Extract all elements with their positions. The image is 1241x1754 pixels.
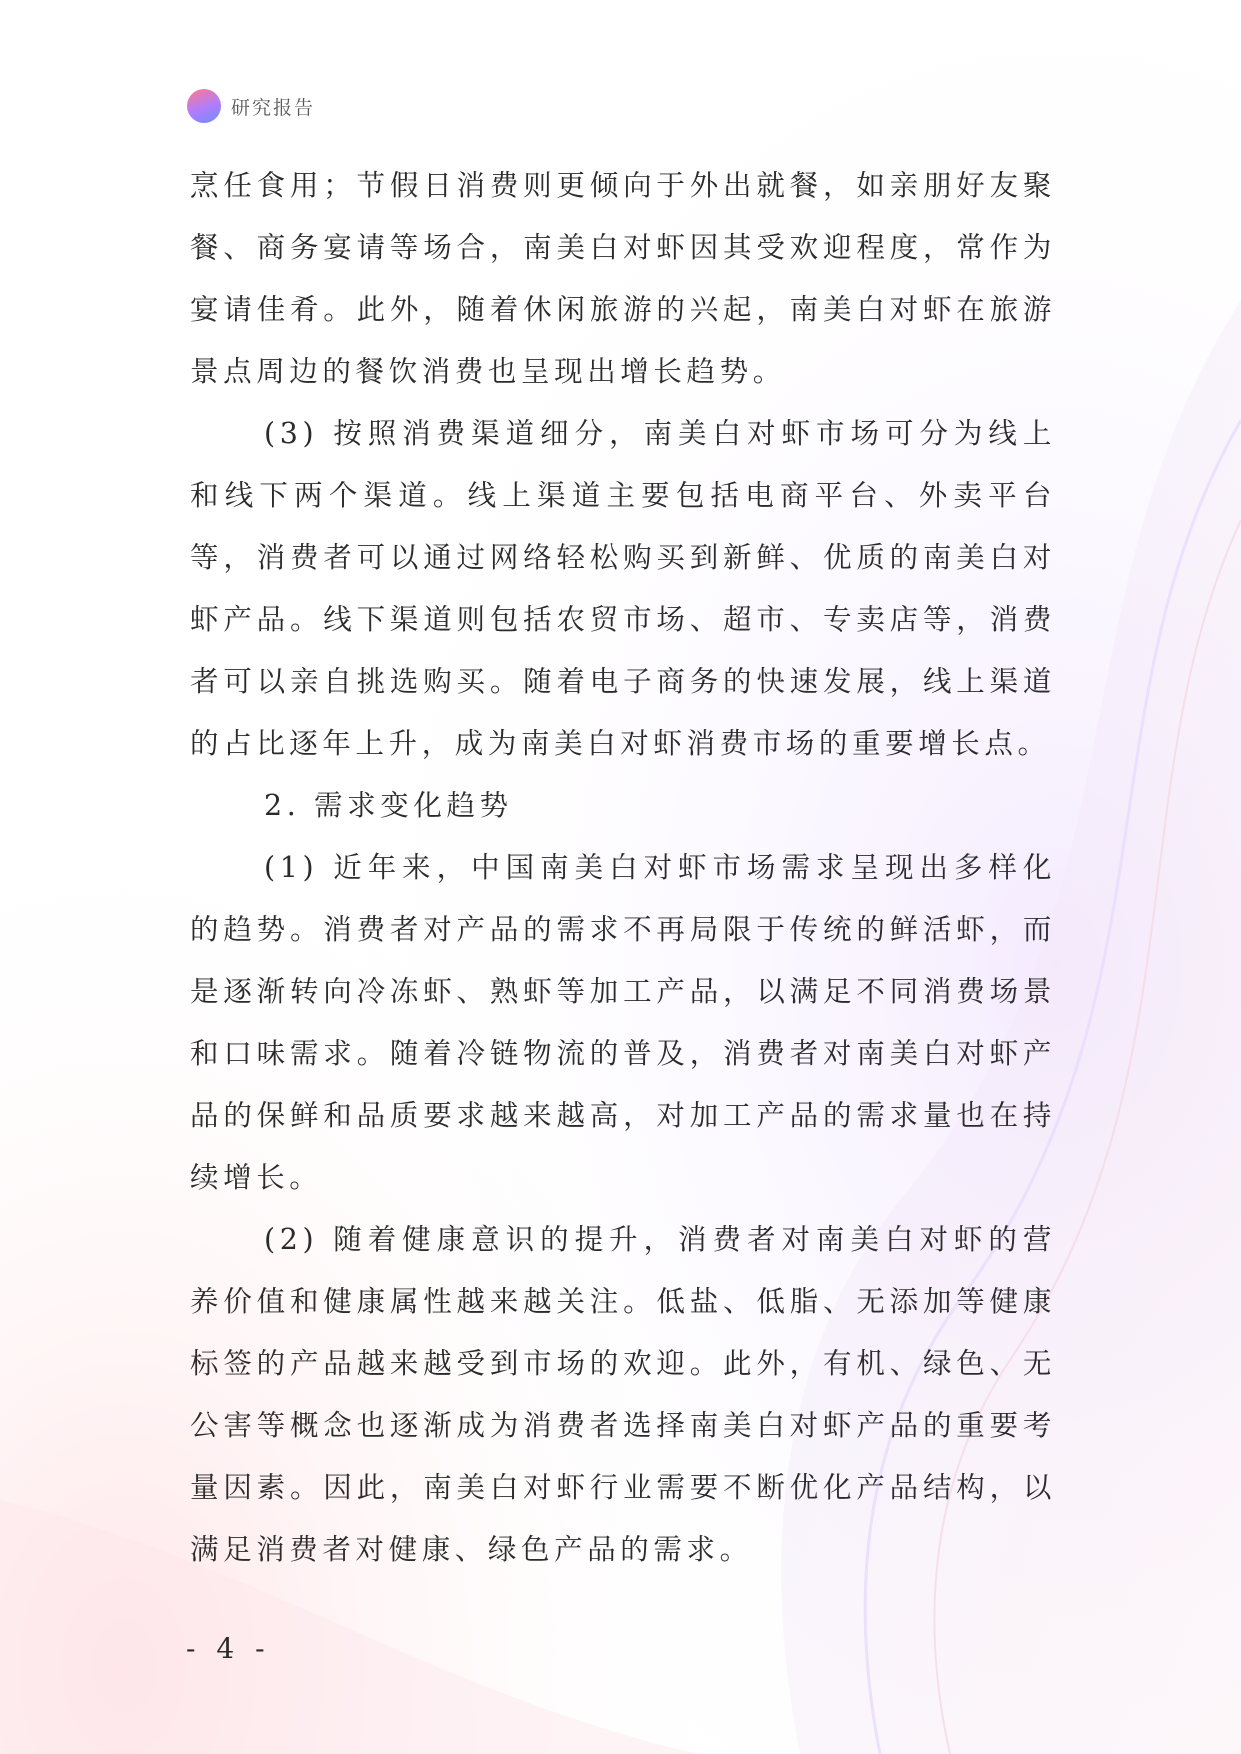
- paragraph-continuation: 烹任食用；节假日消费则更倾向于外出就餐，如亲朋好友聚餐、商务宴请等场合，南美白对虾因其受欢迎程度，常作为宴请佳肴。此外，随着休闲旅游的兴起，南美白对虾在旅游景点周边的餐饮消费也呈现出增长趋势。: [190, 169, 1056, 388]
- paragraph-health-awareness: (2) 随着健康意识的提升，消费者对南美白对虾的营养价值和健康属性越来越关注。低盐、低脂、无添加等健康标签的产品越来越受到市场的欢迎。此外，有机、绿色、无公害等概念也逐渐成为消费者选择南美白对虾产品的重要考量因素。因此，南美白对虾行业需要不断优化产品结构，以满足消费者对健康、绿色产品的需求。: [190, 1223, 1056, 1566]
- section-heading-demand-trends: 2. 需求变化趋势: [264, 789, 513, 822]
- document-body: [190, 155, 1056, 1581]
- page-number: - 4 -: [186, 1632, 271, 1665]
- paragraph-consumption-channels: (3) 按照消费渠道细分，南美白对虾市场可分为线上和线下两个渠道。线上渠道主要包括电商平台、外卖平台等，消费者可以通过网络轻松购买到新鲜、优质的南美白对虾产品。线下渠道则包括农贸市场、超市、专卖店等，消费者可以亲自挑选购买。随着电子商务的快速发展，线上渠道的占比逐年上升，成为南美白对虾消费市场的重要增长点。: [190, 417, 1056, 760]
- header-title: 研究报告: [231, 96, 316, 119]
- gradient-circle-logo-icon: [187, 89, 221, 123]
- paragraph-diversified-demand: (1) 近年来，中国南美白对虾市场需求呈现出多样化的趋势。消费者对产品的需求不再局限于传统的鲜活虾，而是逐渐转向冷冻虾、熟虾等加工产品，以满足不同消费场景和口味需求。随着冷链物流的普及，消费者对南美白对虾产品的保鲜和品质要求越来越高，对加工产品的需求量也在持续增长。: [190, 851, 1056, 1194]
- report-header: [187, 88, 315, 124]
